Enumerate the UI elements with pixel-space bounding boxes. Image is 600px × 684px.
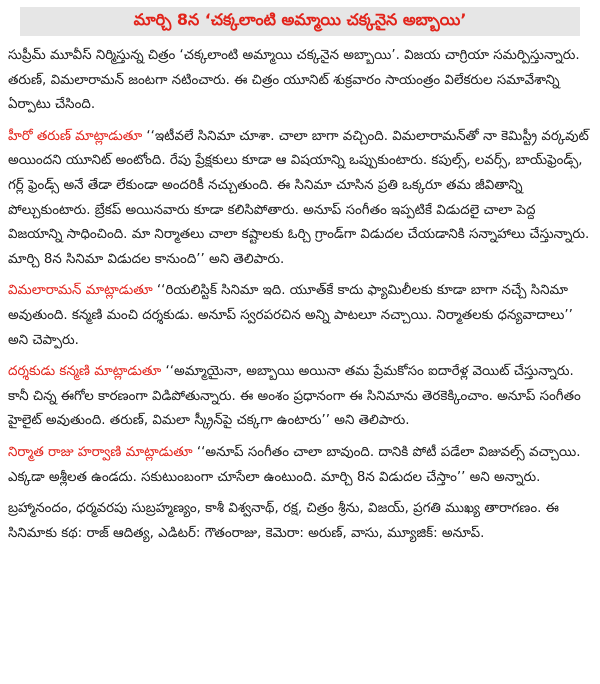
speaker-hero: హీరో తరుణ్ మాట్లాడుతూ: [8, 128, 143, 144]
speaker-heroine: విమలారామన్ మాట్లాడుతూ: [8, 283, 153, 299]
producer-quote-paragraph: [8, 441, 594, 490]
quote-hero: ‘‘ఇటీవలే సినిమా చూశా. చాలా బాగా వచ్చింది. విమలారామన్‌తో నా కెమిస్ట్రీ వర్కవుట్ అయిందని యూనిట్ అంటోంది. రేపు ప్రేక్షకులు కూడా ఆ విషయాన్ని ఒప్పుకుంటారు. కపుల్స్, లవర్స్, బాయ్‌ఫ్రెండ్స్, గర్ల్ ఫ్రెండ్స్ అనే తేడా లేకుండా అందరికీ నచ్చుతుంది. ఈ సినిమా చూసిన ప్రతి ఒక్కరూ తమ జీవితాన్ని పోల్చుకుంటారు. బ్రేకప్ అయినవారు కూడా కలిసిపోతారు. అనూప్ సంగీతం ఇప్పటికే విడుదలై చాలా పెద్ద విజయాన్ని సాధించింది. మా నిర్మాతలు చాలా కష్టాలకు ఓర్చి గ్రాండ్‌గా విడుదల చేయడానికి సన్నాహాలు చేస్తున్నారు. మార్చి 8న సినిమా విడుదల కానుంది’’ అని తెలిపారు.: [8, 128, 590, 267]
headline: మార్చి 8న ‘చక్కలాంటి అమ్మాయి చక్కనైన అబ్బాయి’: [133, 10, 467, 29]
intro-paragraph: సుప్రీమ్ మూవీస్ నిర్మిస్తున్న చిత్రం ‘చక్కలాంటి అమ్మాయి చక్కనైన అబ్బాయి’. విజయ చాగ్రియా సమర్పిస్తున్నారు. తరుణ్, విమలారామన్ జంటగా నటించారు. ఈ చిత్రం యూనిట్ శుక్రవారం సాయంత్రం విలేకరుల సమావేశాన్ని ఏర్పాటు చేసింది.: [8, 48, 580, 113]
speaker-producer: నిర్మాత రాజు హర్వాణి మాట్లాడుతూ: [8, 444, 193, 460]
speaker-director: దర్శకుడు కన్మణి మాట్లాడుతూ: [8, 364, 162, 380]
quote-producer: ‘‘అనూప్ సంగీతం చాలా బావుంది. దానికి పోటీ పడేలా విజువల్స్ వచ్చాయి. ఎక్కడా అశ్లీలత ఉండదు. సకుటుంబంగా చూసేలా ఉంటుంది. మార్చి 8న విడుదల చేస్తాం’’ అని అన్నారు.: [8, 444, 581, 485]
article-body: [8, 44, 594, 553]
hero-quote-paragraph: [8, 125, 594, 273]
director-quote-paragraph: [8, 360, 594, 434]
headline-bar: [20, 7, 580, 36]
heroine-quote-paragraph: [8, 279, 594, 353]
quote-director: ‘‘అమ్మాయైనా, అబ్బాయి అయినా తమ ప్రేమకోసం ఐదారేళ్ల వెయిట్ చేస్తున్నారు. కానీ చిన్న ఈగోల కారణంగా విడిపోతున్నారు. ఈ అంశం ప్రధానంగా ఈ సినిమాను తెరకెక్కించాం. అనూప్ సంగీతం హైలైట్ అవుతుంది. తరుణ్, విమలా స్క్రీన్‌పై చక్కగా ఉంటారు’’ అని తెలిపారు.: [8, 364, 581, 429]
quote-heroine: ‘‘రియలిస్టిక్ సినిమా ఇది. యూత్‌కే కాదు ఫ్యామిలీలకు కూడా బాగా నచ్చే సినిమా అవుతుంది. కన్మణి మంచి దర్శకుడు. అనూప్ స్వరపరచిన అన్ని పాటలూ నచ్చాయి. నిర్మాతలకు ధన్యవాదాలు’’ అని చెప్పారు.: [8, 283, 573, 348]
credits-paragraph: బ్రహ్మానందం, ధర్మవరపు సుబ్రహ్మణ్యం, కాశీ విశ్వనాథ్, రక్ష, చిత్రం శ్రీను, విజయ్, ప్రగతి ముఖ్య తారాగణం. ఈ సినిమాకు కథ: రాజ్ ఆదిత్య, ఎడిటర్: గౌతంరాజు, కెమెరా: అరుణ్, వాసు, మ్యూజిక్: అనూప్.: [8, 501, 559, 541]
